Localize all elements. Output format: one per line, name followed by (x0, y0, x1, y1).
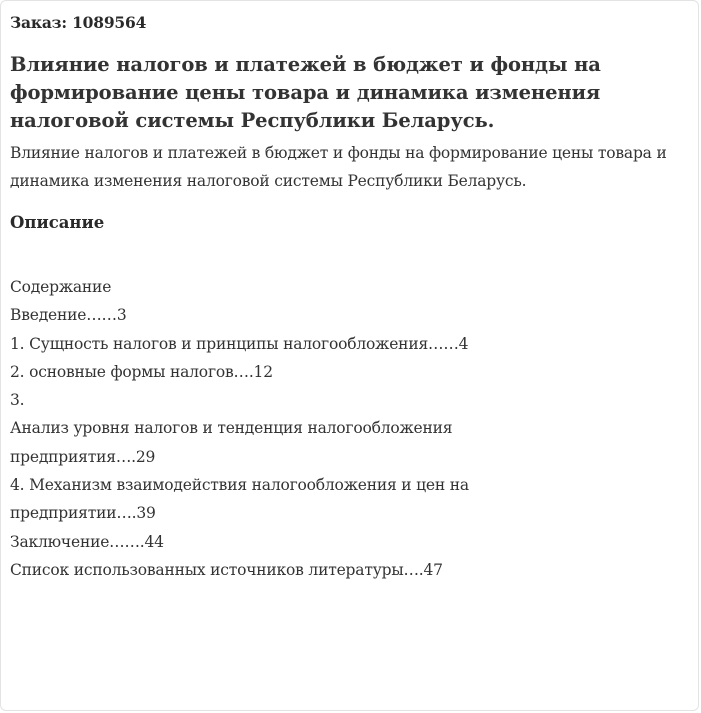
contents-line: предприятии….39 (10, 504, 156, 523)
contents-line: Заключение…….44 (10, 532, 164, 551)
contents-line: 3. (10, 391, 25, 410)
description-heading: Описание (10, 213, 105, 232)
contents-line: Содержание (10, 278, 112, 296)
description-body (10, 273, 690, 584)
contents-line: предприятия….29 (10, 447, 156, 466)
contents-line: Анализ уровня налогов и тенденция налогообложения (10, 419, 453, 438)
contents-line: 4. Механизм взаимодействия налогообложения и цен на (10, 476, 469, 495)
lead-text: Влияние налогов и платежей в бюджет и фонды на формирование цены товара и динамика изменения налоговой системы Республики Беларусь. (10, 144, 667, 190)
contents-line: Список использованных источников литературы….47 (10, 560, 443, 579)
contents-line: 2. основные формы налогов….12 (10, 362, 273, 381)
page-title: Влияние налогов и платежей в бюджет и фонды на формирование цены товара и динамика изменения налоговой системы Республики Беларусь. (10, 53, 601, 132)
contents-line: Введение……3 (10, 306, 127, 325)
card-content (10, 9, 690, 584)
contents-line: 1. Сущность налогов и принципы налогообложения……4 (10, 334, 469, 353)
order-number: Заказ: 1089564 (10, 13, 147, 32)
